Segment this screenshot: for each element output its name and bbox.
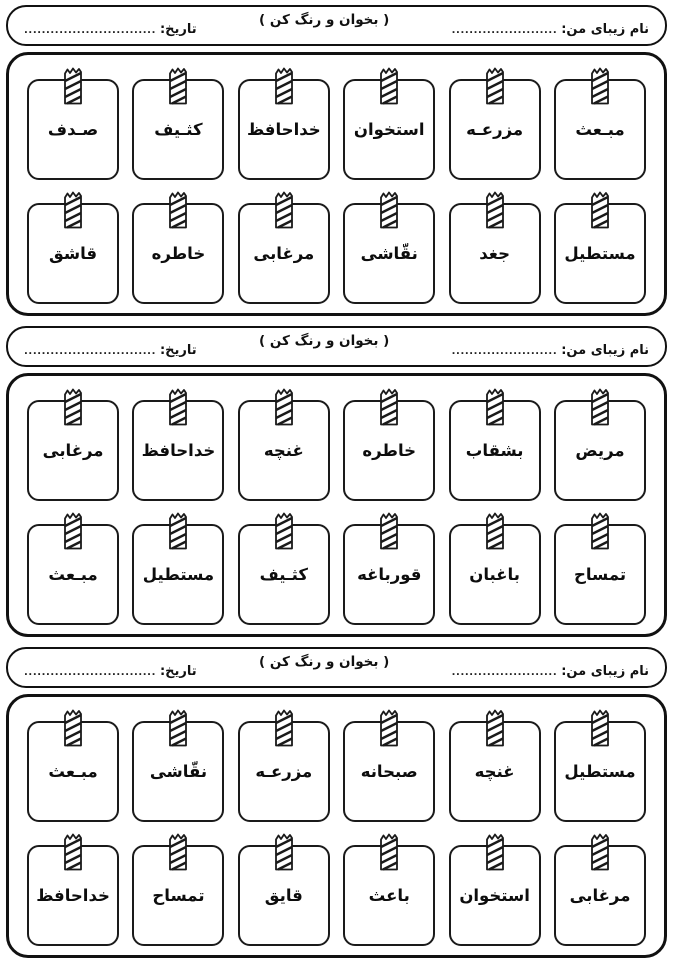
word-card — [343, 831, 435, 946]
word-card — [343, 189, 435, 304]
tape-icon — [271, 65, 296, 106]
tape-icon — [61, 189, 86, 230]
header-bar — [6, 647, 667, 688]
word-label: مبـعث — [575, 120, 625, 139]
word-label: باغبان — [469, 565, 520, 584]
tape-icon — [377, 65, 402, 106]
tape-icon — [166, 510, 191, 551]
tape-icon — [482, 386, 507, 427]
worksheet-section — [6, 647, 667, 958]
word-card — [554, 386, 646, 501]
word-card — [27, 65, 119, 180]
word-card — [27, 707, 119, 822]
date-field — [24, 664, 197, 679]
tape-icon — [271, 510, 296, 551]
word-label: قورباغه — [357, 565, 422, 584]
word-label: مرغابی — [42, 441, 104, 460]
date-label: تاریخ: — [159, 664, 197, 679]
name-field — [452, 22, 649, 37]
tape-icon — [377, 831, 402, 872]
tape-icon — [588, 386, 613, 427]
date-field — [24, 22, 197, 37]
tape-icon — [482, 510, 507, 551]
card-row — [21, 65, 652, 180]
tape-icon — [588, 189, 613, 230]
date-dots: .............................. — [24, 667, 156, 678]
word-label: تمساح — [573, 565, 627, 584]
word-label: تمساح — [152, 886, 205, 905]
tape-icon — [166, 707, 191, 748]
date-field — [24, 343, 197, 358]
word-label: استخوان — [353, 120, 425, 139]
word-card — [449, 510, 541, 625]
word-label: صـدف — [47, 120, 99, 139]
card-row — [21, 831, 652, 946]
tape-icon — [271, 707, 296, 748]
word-card — [132, 65, 224, 180]
tape-icon — [166, 189, 191, 230]
worksheet-title: ( بخوان و رنگ کن ) — [259, 11, 390, 28]
word-card — [449, 65, 541, 180]
worksheet-title: ( بخوان و رنگ کن ) — [259, 653, 390, 670]
word-label: کثـیف — [154, 120, 203, 139]
word-card — [238, 831, 330, 946]
word-card — [343, 510, 435, 625]
word-card — [554, 831, 646, 946]
word-label: مزرعـه — [466, 120, 524, 139]
tape-icon — [482, 831, 507, 872]
word-label: مستطیل — [142, 565, 215, 584]
header-bar — [6, 5, 667, 46]
word-card — [554, 189, 646, 304]
word-card — [449, 707, 541, 822]
word-label: مریض — [575, 441, 625, 460]
word-card — [132, 189, 224, 304]
tape-icon — [61, 65, 86, 106]
name-dots: ........................ — [451, 346, 558, 357]
word-card — [238, 707, 330, 822]
name-field — [452, 664, 649, 679]
word-label: نقّاشی — [149, 762, 208, 781]
tape-icon — [271, 831, 296, 872]
cards-panel — [6, 694, 667, 958]
date-label: تاریخ: — [159, 343, 197, 358]
name-label: نام زیبای من: — [561, 22, 649, 37]
tape-icon — [482, 65, 507, 106]
cards-panel — [6, 373, 667, 637]
word-card — [132, 510, 224, 625]
word-card — [449, 831, 541, 946]
name-label: نام زیبای من: — [561, 664, 649, 679]
word-card — [343, 386, 435, 501]
word-label: جغد — [479, 244, 510, 263]
word-label: خاطره — [362, 441, 417, 460]
tape-icon — [588, 65, 613, 106]
word-card — [27, 510, 119, 625]
word-card — [27, 386, 119, 501]
card-row — [21, 189, 652, 304]
tape-icon — [377, 510, 402, 551]
tape-icon — [61, 386, 86, 427]
tape-icon — [61, 510, 86, 551]
word-label: خداحافظ — [36, 886, 110, 905]
word-card — [132, 707, 224, 822]
word-card — [132, 831, 224, 946]
word-card — [238, 189, 330, 304]
word-label: مزرعـه — [255, 762, 313, 781]
name-label: نام زیبای من: — [561, 343, 649, 358]
card-row — [21, 510, 652, 625]
date-dots: .............................. — [24, 346, 156, 357]
word-card — [238, 65, 330, 180]
word-card — [554, 65, 646, 180]
word-label: استخوان — [459, 886, 530, 905]
word-label: خاطره — [151, 244, 206, 263]
tape-icon — [377, 707, 402, 748]
card-row — [21, 707, 652, 822]
tape-icon — [61, 707, 86, 748]
tape-icon — [588, 510, 613, 551]
word-card — [343, 65, 435, 180]
word-card — [132, 386, 224, 501]
word-label: مستطیل — [564, 762, 636, 781]
worksheet-section — [6, 5, 667, 316]
word-label: قایق — [264, 886, 303, 905]
word-label: مستطیل — [564, 244, 636, 263]
word-card — [554, 510, 646, 625]
word-card — [27, 831, 119, 946]
word-label: کثـیف — [259, 565, 309, 584]
worksheet-section — [6, 326, 667, 637]
word-card — [238, 510, 330, 625]
word-card — [238, 386, 330, 501]
word-card — [554, 707, 646, 822]
word-label: غنچه — [474, 762, 515, 781]
cards-panel — [6, 52, 667, 316]
tape-icon — [271, 386, 296, 427]
word-card — [449, 189, 541, 304]
tape-icon — [377, 386, 402, 427]
word-label: مرغابی — [253, 244, 315, 263]
word-card — [449, 386, 541, 501]
word-label: مرغابی — [569, 886, 631, 905]
tape-icon — [166, 65, 191, 106]
date-dots: .............................. — [24, 25, 156, 36]
tape-icon — [482, 707, 507, 748]
tape-icon — [377, 189, 402, 230]
tape-icon — [166, 386, 191, 427]
name-field — [452, 343, 649, 358]
name-dots: ........................ — [451, 25, 558, 36]
word-card — [343, 707, 435, 822]
word-label: خداحافظ — [247, 120, 321, 139]
tape-icon — [588, 707, 613, 748]
name-dots: ........................ — [451, 667, 558, 678]
word-label: باعث — [368, 886, 410, 905]
worksheet-title: ( بخوان و رنگ کن ) — [259, 332, 390, 349]
header-bar — [6, 326, 667, 367]
tape-icon — [166, 831, 191, 872]
word-label: خداحافظ — [141, 441, 216, 460]
word-label: نقّاشی — [360, 244, 418, 263]
word-label: بشقاب — [465, 441, 524, 460]
word-label: صبحانه — [360, 762, 418, 781]
tape-icon — [61, 831, 86, 872]
card-row — [21, 386, 652, 501]
word-label: مبـعث — [48, 565, 98, 584]
date-label: تاریخ: — [159, 22, 197, 37]
word-label: غنچه — [263, 441, 304, 460]
tape-icon — [588, 831, 613, 872]
word-label: مبـعث — [48, 762, 98, 781]
tape-icon — [271, 189, 296, 230]
tape-icon — [482, 189, 507, 230]
word-label: قاشق — [49, 244, 98, 263]
word-card — [27, 189, 119, 304]
